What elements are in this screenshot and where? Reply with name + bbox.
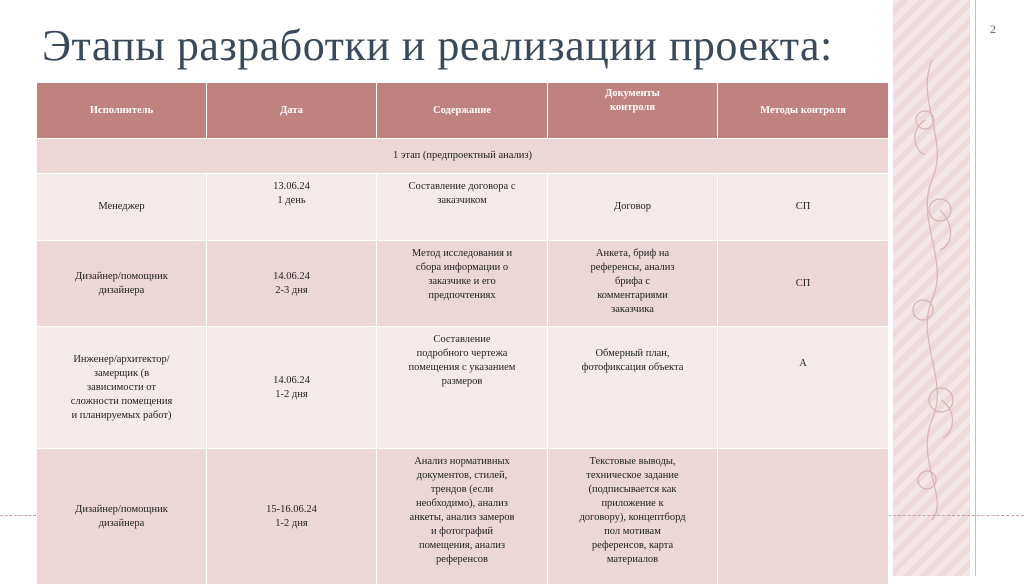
- slide-number: 2: [990, 22, 996, 36]
- cell-date: 13.06.24 1 день: [207, 174, 377, 241]
- header-methods: Методы контроля: [718, 83, 889, 139]
- table-row: [37, 174, 889, 241]
- cell-documents: Анкета, бриф на референсы, анализ брифа с комментариями заказчика: [548, 241, 718, 327]
- cell-date: 15-16.06.24 1-2 дня: [207, 449, 377, 585]
- cell-documents: Текстовые выводы, техническое задание (подписывается как приложение к договору), концептборд пол мотивам референсов, карта материалов: [548, 449, 718, 585]
- cell-executor: Инженер/архитектор/ замерщик (в зависимости от сложности помещения и планируемых работ): [37, 327, 207, 449]
- cell-methods: А: [718, 327, 889, 449]
- header-date: Дата: [207, 83, 377, 139]
- cell-methods: СП: [718, 241, 889, 327]
- cell-date: 14.06.24 2-3 дня: [207, 241, 377, 327]
- project-stages-table: [36, 82, 889, 585]
- header-content: Содержание: [377, 83, 548, 139]
- decorative-vertical-line: [975, 0, 976, 576]
- cell-methods: [718, 449, 889, 585]
- cell-executor: Дизайнер/помощник дизайнера: [37, 449, 207, 585]
- stage-label: 1 этап (предпроектный анализ): [37, 139, 889, 174]
- cell-documents: Договор: [548, 174, 718, 241]
- decorative-dashed-line-left: [0, 515, 36, 516]
- cell-content: Метод исследования и сбора информации о заказчике и его предпочтениях: [377, 241, 548, 327]
- cell-content: Составление подробного чертежа помещения с указанием размеров: [377, 327, 548, 449]
- cell-methods: СП: [718, 174, 889, 241]
- cell-executor: Дизайнер/помощник дизайнера: [37, 241, 207, 327]
- floral-ornament-icon: [905, 60, 960, 520]
- cell-date: 14.06.24 1-2 дня: [207, 327, 377, 449]
- cell-content: Составление договора с заказчиком: [377, 174, 548, 241]
- table-header-row: [37, 83, 889, 139]
- page-title: Этапы разработки и реализации проекта:: [42, 21, 833, 70]
- header-documents: Документы контроля: [548, 83, 718, 139]
- cell-documents: Обмерный план, фотофиксация объекта: [548, 327, 718, 449]
- table-row: [37, 327, 889, 449]
- decorative-dashed-line-right: [888, 515, 1024, 516]
- header-executor: Исполнитель: [37, 83, 207, 139]
- table-row: [37, 241, 889, 327]
- cell-executor: Менеджер: [37, 174, 207, 241]
- cell-content: Анализ нормативных документов, стилей, трендов (если необходимо), анализ анкеты, анализ замеров и фотографий помещения, анализ референсов: [377, 449, 548, 585]
- stage-row: [37, 139, 889, 174]
- table-row: [37, 449, 889, 585]
